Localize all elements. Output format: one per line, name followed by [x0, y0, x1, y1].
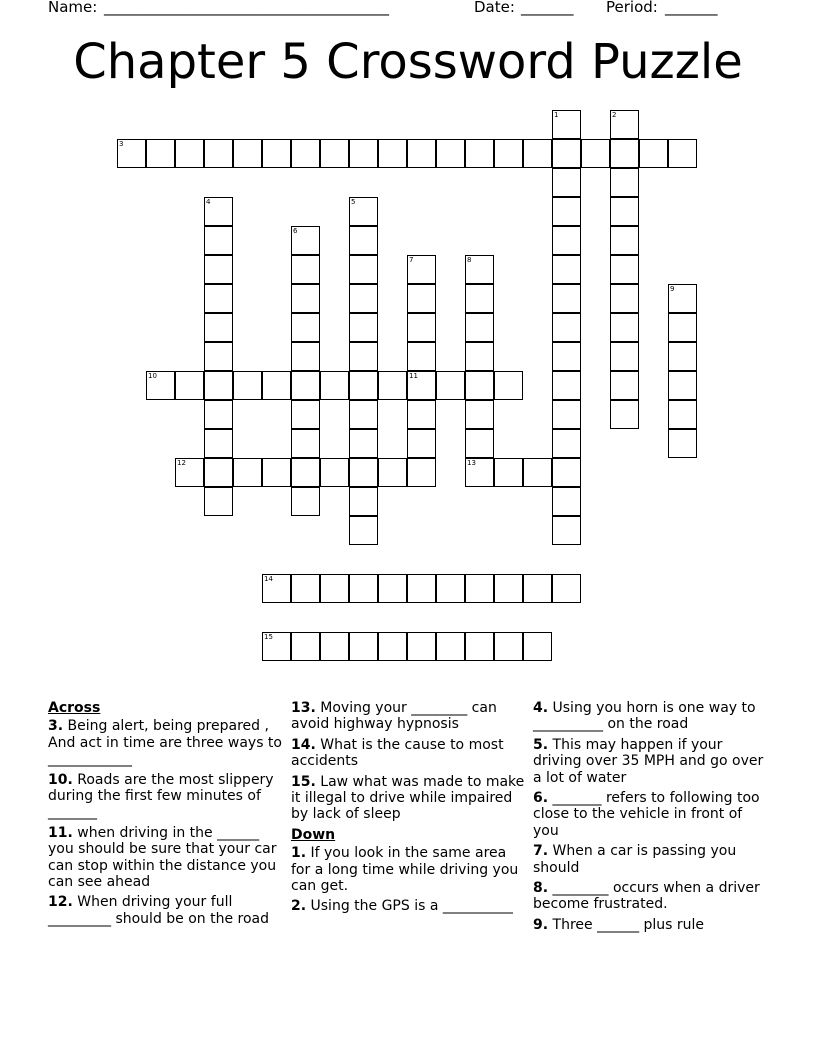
- grid-cell[interactable]: [436, 371, 465, 400]
- grid-cell[interactable]: [465, 342, 494, 371]
- grid-cell[interactable]: [407, 632, 436, 661]
- period-label: Period:: [606, 0, 658, 16]
- grid-cell[interactable]: [552, 400, 581, 429]
- clue: [533, 843, 769, 876]
- grid-cell[interactable]: [117, 139, 146, 168]
- grid-cell[interactable]: [291, 632, 320, 661]
- grid-cell[interactable]: [610, 197, 639, 226]
- clue-text: If you look in the same area for a long time while driving you can get.: [291, 845, 519, 895]
- clue: [291, 700, 527, 733]
- grid-cell[interactable]: [349, 313, 378, 342]
- grid-cell[interactable]: [668, 139, 697, 168]
- clue-text: When driving your full _________ should be on the road: [48, 894, 270, 927]
- grid-cell[interactable]: [320, 574, 349, 603]
- clue: [291, 898, 527, 914]
- grid-cell[interactable]: [349, 255, 378, 284]
- clue: [533, 917, 769, 933]
- grid-cell[interactable]: [349, 516, 378, 545]
- grid-cell[interactable]: [407, 429, 436, 458]
- grid-cell[interactable]: [204, 400, 233, 429]
- grid-cell[interactable]: [378, 574, 407, 603]
- grid-cell[interactable]: [291, 371, 320, 400]
- clue-text: When a car is passing you should: [533, 843, 737, 876]
- grid-cell[interactable]: [465, 139, 494, 168]
- grid-cell[interactable]: [407, 371, 436, 400]
- date-blank[interactable]: _______: [521, 0, 574, 16]
- grid-cell[interactable]: [204, 342, 233, 371]
- clue-number: 6.: [533, 790, 549, 807]
- grid-cell[interactable]: [146, 139, 175, 168]
- cell-number: 14: [264, 575, 273, 583]
- grid-cell[interactable]: [552, 313, 581, 342]
- grid-cell[interactable]: [465, 458, 494, 487]
- grid-cell[interactable]: [465, 284, 494, 313]
- grid-cell[interactable]: [407, 255, 436, 284]
- across-heading: Across: [48, 700, 101, 716]
- grid-cell[interactable]: [291, 313, 320, 342]
- grid-cell[interactable]: [233, 458, 262, 487]
- grid-cell[interactable]: [291, 487, 320, 516]
- grid-cell[interactable]: [407, 342, 436, 371]
- clue-number: 11.: [48, 824, 73, 841]
- grid-cell[interactable]: [668, 313, 697, 342]
- cell-number: 3: [119, 140, 124, 148]
- page-title: Chapter 5 Crossword Puzzle: [73, 34, 743, 90]
- name-label: Name:: [48, 0, 98, 16]
- grid-cell[interactable]: [552, 487, 581, 516]
- grid-cell[interactable]: [320, 371, 349, 400]
- clue-text: Roads are the most slippery during the first few minutes of _______: [48, 771, 274, 821]
- grid-cell[interactable]: [204, 371, 233, 400]
- grid-cell[interactable]: [291, 574, 320, 603]
- grid-cell[interactable]: [204, 284, 233, 313]
- clue-text: when driving in the ______ you should be sure that your car can stop within the distance you can see ahead: [48, 824, 277, 891]
- grid-cell[interactable]: [146, 371, 175, 400]
- clue: [291, 845, 527, 894]
- cell-number: 6: [293, 227, 298, 235]
- grid-cell[interactable]: [320, 139, 349, 168]
- cell-number: 11: [409, 372, 418, 380]
- clue: [291, 737, 527, 770]
- grid-cell[interactable]: [175, 458, 204, 487]
- grid-cell[interactable]: [349, 458, 378, 487]
- grid-cell[interactable]: [349, 342, 378, 371]
- clue-number: 5.: [533, 736, 549, 753]
- grid-cell[interactable]: [262, 371, 291, 400]
- grid-cell[interactable]: [552, 255, 581, 284]
- clue: [533, 790, 769, 839]
- grid-cell[interactable]: [407, 458, 436, 487]
- grid-cell[interactable]: [204, 429, 233, 458]
- grid-cell[interactable]: [320, 632, 349, 661]
- clue-text: What is the cause to most accidents: [291, 736, 504, 770]
- clue-number: 3.: [48, 718, 64, 735]
- grid-cell[interactable]: [552, 458, 581, 487]
- grid-cell[interactable]: [465, 371, 494, 400]
- grid-cell[interactable]: [552, 371, 581, 400]
- clue-number: 8.: [533, 880, 549, 897]
- clue-number: 10.: [48, 771, 73, 788]
- grid-cell[interactable]: [436, 632, 465, 661]
- grid-cell[interactable]: [465, 574, 494, 603]
- grid-cell[interactable]: [291, 429, 320, 458]
- grid-cell[interactable]: [610, 168, 639, 197]
- clue-number: 4.: [533, 700, 549, 716]
- clue: [48, 718, 284, 767]
- grid-cell[interactable]: [291, 458, 320, 487]
- grid-cell[interactable]: [204, 458, 233, 487]
- grid-cell[interactable]: [378, 632, 407, 661]
- grid-cell[interactable]: [349, 226, 378, 255]
- clue: [291, 774, 527, 823]
- cell-number: 1: [554, 111, 559, 119]
- grid-cell[interactable]: [668, 429, 697, 458]
- grid-cell[interactable]: [262, 139, 291, 168]
- grid-cell[interactable]: [262, 458, 291, 487]
- cell-number: 9: [670, 285, 675, 293]
- clue-number: 15.: [291, 773, 316, 790]
- name-blank[interactable]: ______________________________________: [104, 0, 389, 16]
- grid-cell[interactable]: [552, 110, 581, 139]
- cell-number: 5: [351, 198, 356, 206]
- grid-cell[interactable]: [204, 255, 233, 284]
- grid-cell[interactable]: [349, 632, 378, 661]
- clue-text: Law what was made to make it illegal to drive while impaired by lack of sleep: [291, 773, 525, 823]
- grid-cell[interactable]: [465, 400, 494, 429]
- grid-cell[interactable]: [494, 458, 523, 487]
- clue-column-1: [48, 700, 284, 931]
- grid-cell[interactable]: [465, 255, 494, 284]
- grid-cell[interactable]: [407, 313, 436, 342]
- clue-text: Three ______ plus rule: [552, 916, 705, 933]
- grid-cell[interactable]: [320, 458, 349, 487]
- grid-cell[interactable]: [552, 197, 581, 226]
- cell-number: 13: [467, 459, 476, 467]
- grid-cell[interactable]: [552, 168, 581, 197]
- grid-cell[interactable]: [610, 342, 639, 371]
- grid-cell[interactable]: [610, 400, 639, 429]
- grid-cell[interactable]: [407, 574, 436, 603]
- grid-cell[interactable]: [610, 284, 639, 313]
- grid-cell[interactable]: [291, 139, 320, 168]
- grid-cell[interactable]: [204, 139, 233, 168]
- grid-cell[interactable]: [552, 342, 581, 371]
- grid-cell[interactable]: [262, 632, 291, 661]
- grid-cell[interactable]: [668, 284, 697, 313]
- grid-cell[interactable]: [436, 139, 465, 168]
- grid-cell[interactable]: [349, 487, 378, 516]
- grid-cell[interactable]: [378, 371, 407, 400]
- grid-cell[interactable]: [175, 371, 204, 400]
- clue-text: Being alert, being prepared , And act in time are three ways to ____________: [48, 718, 282, 768]
- clue-text: Using you horn is one way to __________ on the road: [533, 700, 756, 733]
- grid-cell[interactable]: [349, 400, 378, 429]
- grid-cell[interactable]: [349, 429, 378, 458]
- clue-number: 2.: [291, 898, 307, 915]
- grid-cell[interactable]: [262, 574, 291, 603]
- clue-number: 12.: [48, 894, 73, 911]
- cell-number: 4: [206, 198, 211, 206]
- grid-cell[interactable]: [175, 139, 204, 168]
- clue-text: Moving your ________ can avoid highway hypnosis: [291, 700, 497, 733]
- grid-cell[interactable]: [204, 313, 233, 342]
- grid-cell[interactable]: [204, 487, 233, 516]
- down-heading: Down: [291, 826, 336, 843]
- date-label: Date:: [474, 0, 515, 16]
- clue-text: Using the GPS is a __________: [310, 898, 513, 915]
- clue: [48, 772, 284, 821]
- grid-cell[interactable]: [349, 371, 378, 400]
- grid-cell[interactable]: [610, 313, 639, 342]
- grid-cell[interactable]: [552, 284, 581, 313]
- clue-number: 1.: [291, 845, 307, 862]
- clue-text: This may happen if your driving over 35 MPH and go over a lot of water: [533, 736, 764, 786]
- period-blank[interactable]: _______: [665, 0, 718, 16]
- cell-number: 12: [177, 459, 186, 467]
- grid-cell[interactable]: [436, 574, 465, 603]
- cell-number: 15: [264, 633, 273, 641]
- clue-column-2: [291, 700, 527, 919]
- grid-cell[interactable]: [291, 284, 320, 313]
- grid-cell[interactable]: [233, 139, 262, 168]
- cell-number: 8: [467, 256, 472, 264]
- grid-cell[interactable]: [668, 371, 697, 400]
- grid-cell[interactable]: [523, 458, 552, 487]
- clue: [48, 825, 284, 891]
- clue-text: _______ refers to following too close to the vehicle in front of you: [533, 790, 760, 839]
- grid-cell[interactable]: [552, 516, 581, 545]
- cell-number: 7: [409, 256, 414, 264]
- grid-cell[interactable]: [291, 342, 320, 371]
- grid-cell[interactable]: [349, 197, 378, 226]
- grid-cell[interactable]: [349, 574, 378, 603]
- grid-cell[interactable]: [610, 110, 639, 139]
- grid-cell[interactable]: [378, 139, 407, 168]
- cell-number: 10: [148, 372, 157, 380]
- grid-cell[interactable]: [349, 284, 378, 313]
- grid-cell[interactable]: [552, 429, 581, 458]
- grid-cell[interactable]: [465, 632, 494, 661]
- clue-text: ________ occurs when a driver become frustrated.: [533, 880, 760, 913]
- grid-cell[interactable]: [494, 371, 523, 400]
- clue-number: 14.: [291, 736, 316, 753]
- grid-cell[interactable]: [204, 226, 233, 255]
- grid-cell[interactable]: [610, 371, 639, 400]
- clue-column-3: [533, 700, 769, 937]
- grid-cell[interactable]: [494, 139, 523, 168]
- clue: [533, 700, 769, 733]
- grid-cell[interactable]: [610, 255, 639, 284]
- grid-cell[interactable]: [552, 226, 581, 255]
- grid-cell[interactable]: [407, 400, 436, 429]
- clue: [48, 894, 284, 927]
- clue: [533, 880, 769, 913]
- grid-cell[interactable]: [407, 139, 436, 168]
- cell-number: 2: [612, 111, 617, 119]
- grid-cell[interactable]: [204, 197, 233, 226]
- grid-cell[interactable]: [291, 400, 320, 429]
- header: [0, 0, 816, 20]
- grid-cell[interactable]: [378, 458, 407, 487]
- clue-number: 13.: [291, 700, 316, 716]
- grid-cell[interactable]: [291, 226, 320, 255]
- grid-cell[interactable]: [639, 139, 668, 168]
- clue-number: 9.: [533, 916, 549, 933]
- grid-cell[interactable]: [349, 139, 378, 168]
- grid-cell[interactable]: [233, 371, 262, 400]
- grid-cell[interactable]: [552, 574, 581, 603]
- grid-cell[interactable]: [494, 632, 523, 661]
- grid-cell[interactable]: [552, 139, 581, 168]
- grid-cell[interactable]: [668, 400, 697, 429]
- grid-cell[interactable]: [523, 139, 552, 168]
- clue: [533, 737, 769, 786]
- grid-cell[interactable]: [581, 139, 610, 168]
- grid-cell[interactable]: [291, 255, 320, 284]
- clue-number: 7.: [533, 843, 549, 860]
- grid-cell[interactable]: [668, 342, 697, 371]
- grid-cell[interactable]: [465, 429, 494, 458]
- grid-cell[interactable]: [523, 574, 552, 603]
- grid-cell[interactable]: [610, 139, 639, 168]
- grid-cell[interactable]: [523, 632, 552, 661]
- grid-cell[interactable]: [407, 284, 436, 313]
- grid-cell[interactable]: [465, 313, 494, 342]
- grid-cell[interactable]: [494, 574, 523, 603]
- grid-cell[interactable]: [610, 226, 639, 255]
